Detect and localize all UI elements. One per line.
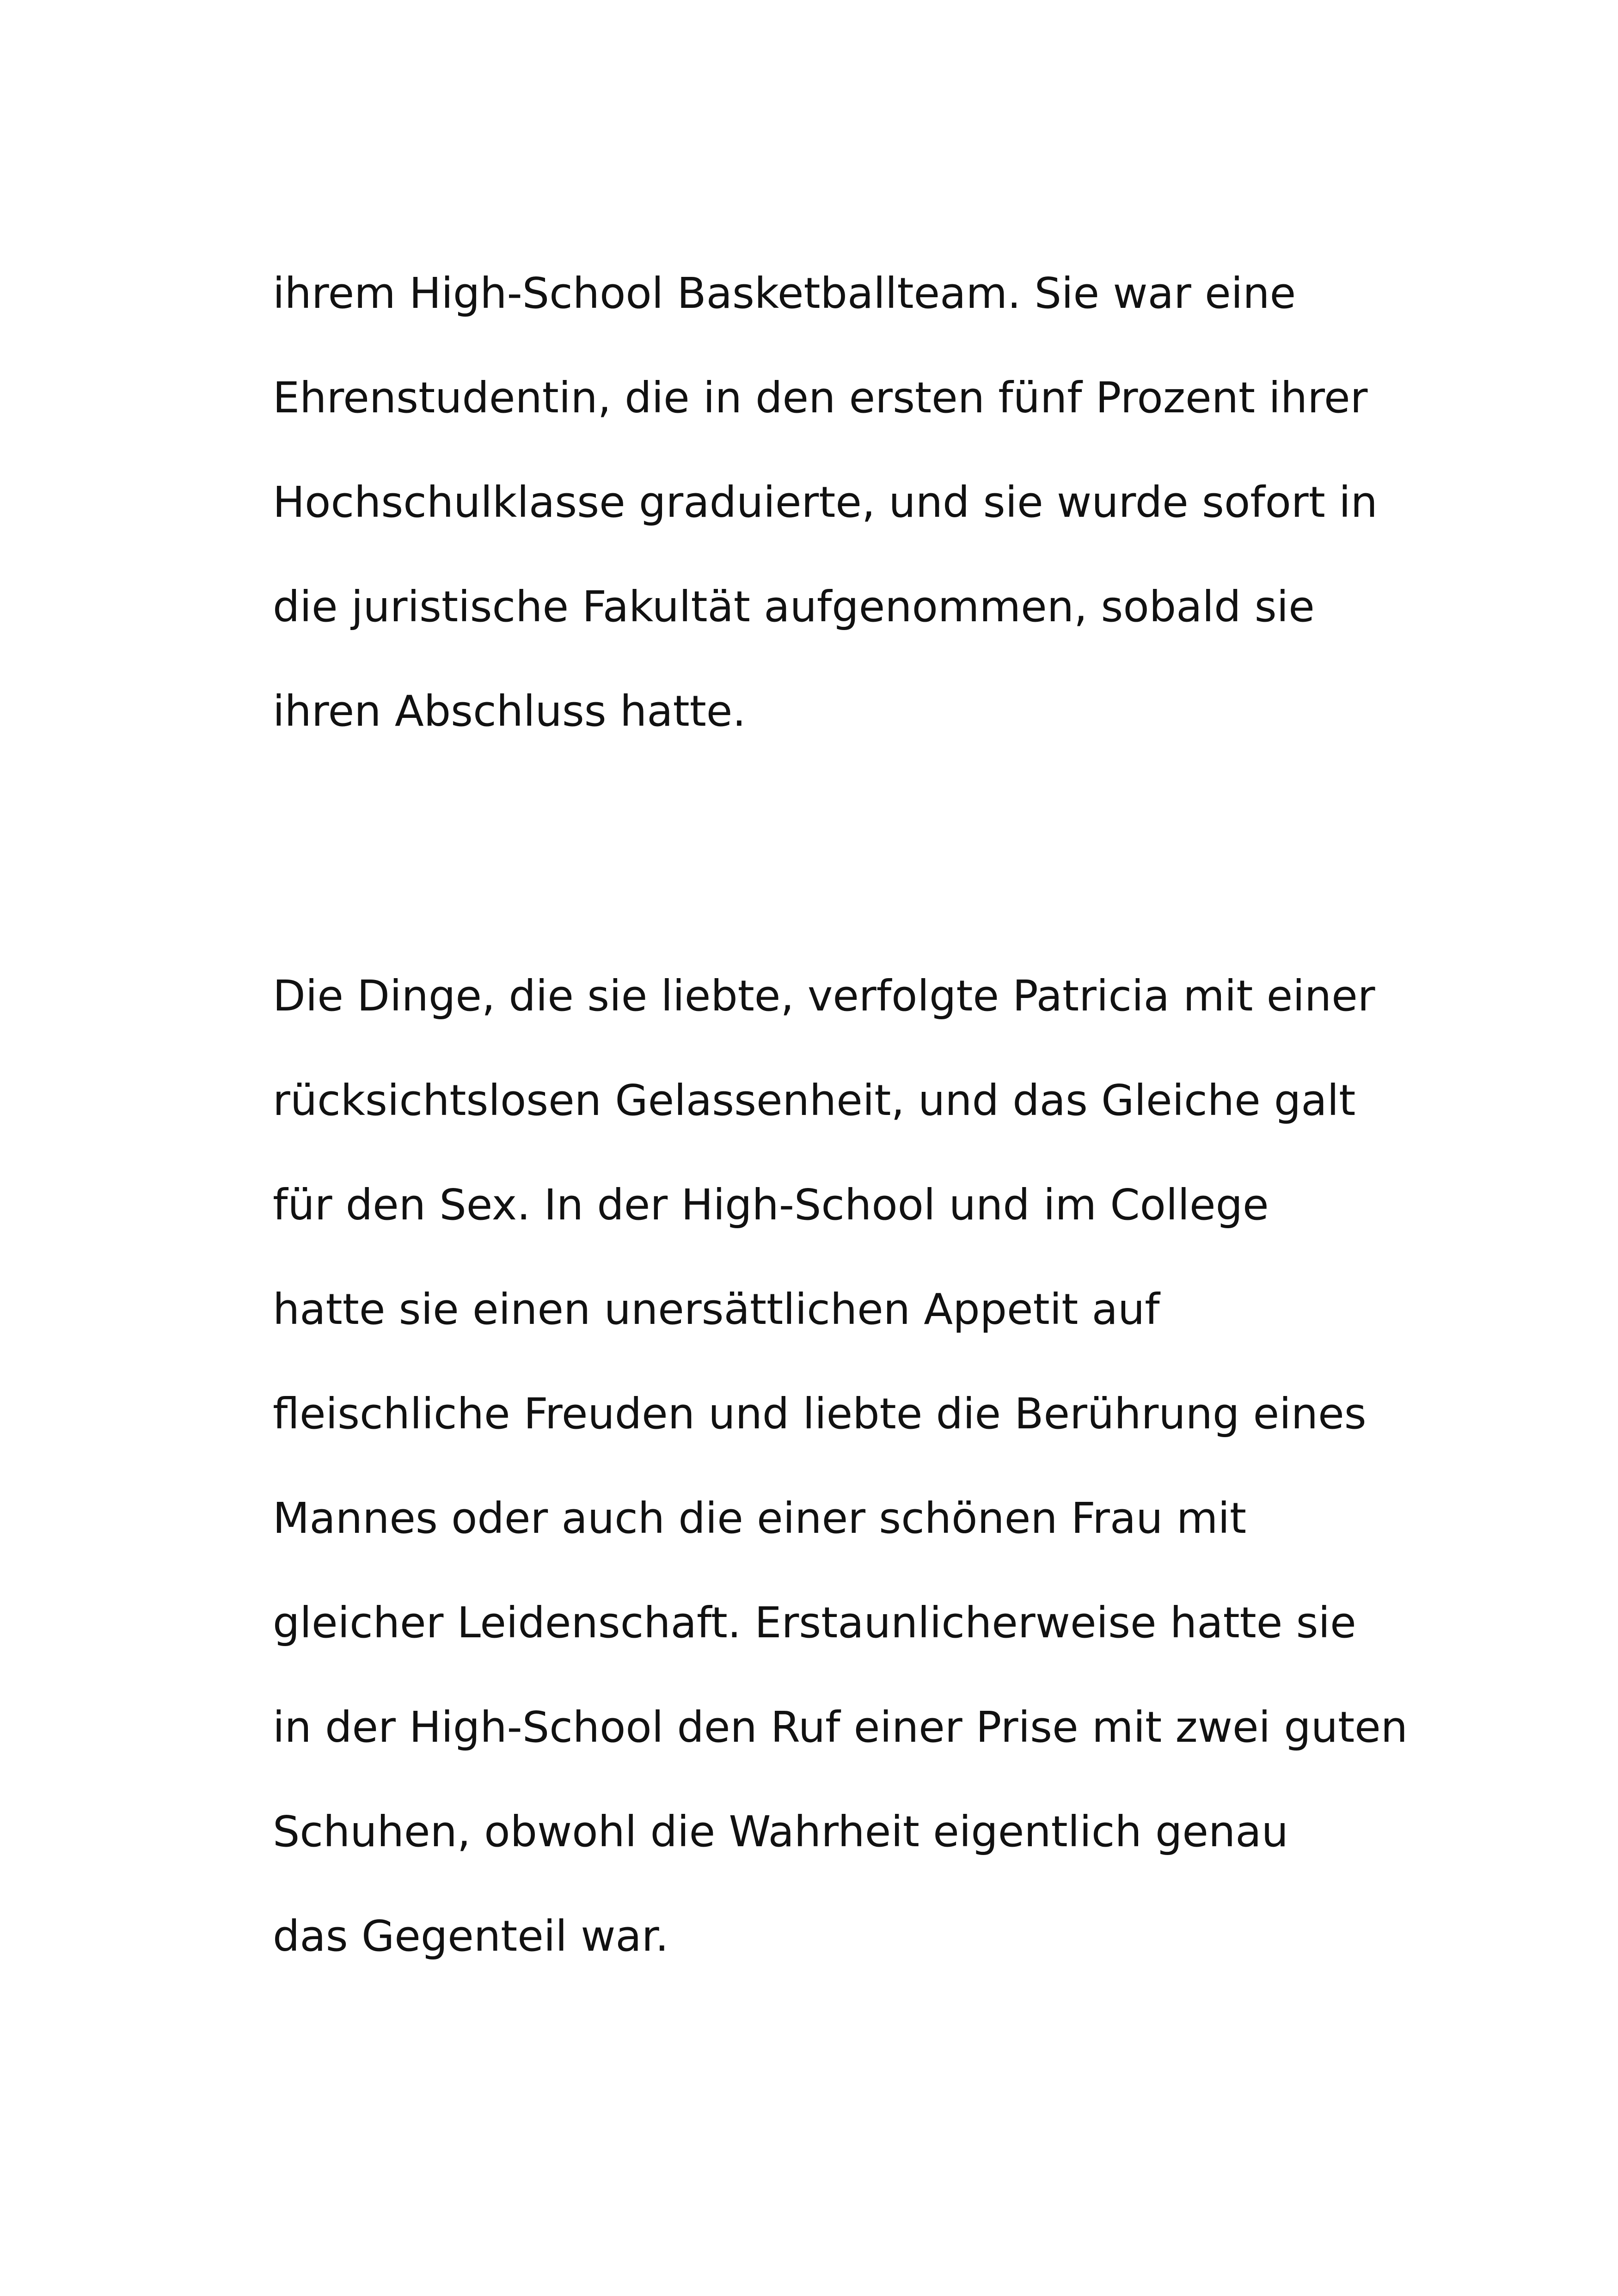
text-line: fleischliche Freuden und liebte die Berührung eines — [273, 1389, 1367, 1439]
text-line: die juristische Fakultät aufgenommen, sobald sie — [273, 582, 1315, 631]
text-line: Hochschulklasse graduierte, und sie wurde sofort in — [273, 478, 1378, 527]
text-line: ihrem High-School Basketballteam. Sie war eine — [273, 269, 1296, 318]
text-line: hatte sie einen unersättlichen Appetit auf — [273, 1285, 1160, 1334]
text-line: Ehrenstudentin, die in den ersten fünf Prozent ihrer — [273, 373, 1368, 422]
paragraph-2 — [273, 973, 1428, 2018]
paragraph-1 — [273, 270, 1428, 793]
text-line: Die Dinge, die sie liebte, verfolgte Patricia mit einer — [273, 971, 1375, 1021]
text-line: Mannes oder auch die einer schönen Frau mit — [273, 1494, 1247, 1543]
text-line: rücksichtslosen Gelassenheit, und das Gleiche galt — [273, 1076, 1356, 1125]
text-line: für den Sex. In der High-School und im College — [273, 1180, 1269, 1230]
text-line: das Gegenteil war. — [273, 1911, 669, 1961]
text-line: gleicher Leidenschaft. Erstaunlicherweise hatte sie — [273, 1598, 1356, 1647]
text-line: Schuhen, obwohl die Wahrheit eigentlich genau — [273, 1807, 1288, 1856]
text-line: in der High-School den Ruf einer Prise mit zwei guten — [273, 1702, 1408, 1752]
text-line: ihren Abschluss hatte. — [273, 686, 746, 736]
